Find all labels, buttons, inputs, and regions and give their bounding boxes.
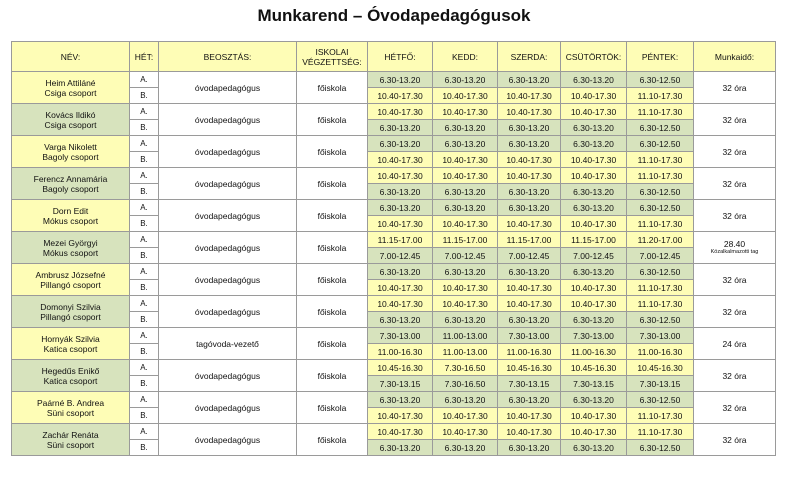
shift-a-kedd: 6.30-13.20: [433, 392, 498, 408]
shift-a-pentek: 6.30-12.50: [627, 72, 694, 88]
shift-b-pentek: 11.10-17.30: [627, 408, 694, 424]
shift-b-hetfo: 7.30-13.15: [368, 376, 433, 392]
employee-name: Kovács Ildikó: [45, 109, 96, 120]
role-cell: óvodapedagógus: [159, 296, 297, 328]
education-cell: főiskola: [297, 200, 368, 232]
employee-name: Ferencz Annamária: [33, 173, 108, 184]
education-cell: főiskola: [297, 328, 368, 360]
role-cell: óvodapedagógus: [159, 264, 297, 296]
education-cell: főiskola: [297, 424, 368, 456]
employee-group: Süni csoport: [46, 407, 95, 418]
week-b-label: B.: [130, 120, 159, 136]
shift-a-kedd: 6.30-13.20: [433, 200, 498, 216]
employee-name: Varga Nikolett: [44, 141, 97, 152]
week-a-label: A.: [130, 72, 159, 88]
shift-b-csutortok: 11.00-16.30: [561, 344, 627, 360]
employee-name: Heim Attiláné: [45, 77, 96, 88]
table-row: [12, 232, 776, 248]
employee-group: Katica csoport: [43, 375, 98, 386]
shift-a-kedd: 6.30-13.20: [433, 136, 498, 152]
shift-b-hetfo: 10.40-17.30: [368, 152, 433, 168]
table-row: [12, 296, 776, 312]
shift-a-szerda: 10.40-17.30: [498, 168, 561, 184]
shift-a-pentek: 11.20-17.00: [627, 232, 694, 248]
week-a-label: A.: [130, 232, 159, 248]
hours-value: 32 óra: [722, 178, 747, 189]
hours-value: 32 óra: [722, 274, 747, 285]
shift-b-csutortok: 6.30-13.20: [561, 120, 627, 136]
shift-b-csutortok: 10.40-17.30: [561, 152, 627, 168]
table-row: [12, 392, 776, 408]
employee-name-cell: [12, 104, 130, 136]
week-a-label: A.: [130, 424, 159, 440]
shift-b-pentek: 7.30-13.15: [627, 376, 694, 392]
employee-name: Ambrusz Józsefné: [35, 269, 106, 280]
employee-group: Csiga csoport: [44, 119, 97, 130]
shift-b-szerda: 6.30-13.20: [498, 312, 561, 328]
education-cell: főiskola: [297, 360, 368, 392]
education-cell: főiskola: [297, 296, 368, 328]
education-cell: főiskola: [297, 264, 368, 296]
shift-b-szerda: 6.30-13.20: [498, 440, 561, 456]
week-a-label: A.: [130, 104, 159, 120]
week-a-label: A.: [130, 392, 159, 408]
week-a-label: A.: [130, 296, 159, 312]
shift-a-kedd: 11.15-17.00: [433, 232, 498, 248]
hours-value: 32 óra: [722, 306, 747, 317]
week-b-label: B.: [130, 248, 159, 264]
shift-a-szerda: 11.15-17.00: [498, 232, 561, 248]
header-munkaido: Munkaidő:: [694, 42, 776, 72]
education-cell: főiskola: [297, 168, 368, 200]
education-cell: főiskola: [297, 72, 368, 104]
shift-a-pentek: 6.30-12.50: [627, 136, 694, 152]
shift-b-kedd: 6.30-13.20: [433, 184, 498, 200]
header-szerda: SZERDA:: [498, 42, 561, 72]
header-hetfo: HÉTFŐ:: [368, 42, 433, 72]
shift-b-pentek: 7.00-12.45: [627, 248, 694, 264]
week-b-label: B.: [130, 184, 159, 200]
shift-a-hetfo: 10.40-17.30: [368, 424, 433, 440]
hours-value: 24 óra: [722, 338, 747, 349]
week-b-label: B.: [130, 280, 159, 296]
shift-a-csutortok: 10.40-17.30: [561, 168, 627, 184]
employee-group: Csiga csoport: [44, 87, 97, 98]
shift-b-csutortok: 6.30-13.20: [561, 440, 627, 456]
shift-a-pentek: 6.30-12.50: [627, 264, 694, 280]
shift-b-szerda: 10.40-17.30: [498, 408, 561, 424]
shift-b-szerda: 10.40-17.30: [498, 216, 561, 232]
week-a-label: A.: [130, 136, 159, 152]
employee-group: Bagoly csoport: [42, 151, 99, 162]
shift-a-szerda: 6.30-13.20: [498, 200, 561, 216]
week-b-label: B.: [130, 216, 159, 232]
hours-value: 32 óra: [722, 402, 747, 413]
hours-value: 32 óra: [722, 82, 747, 93]
shift-a-szerda: 10.40-17.30: [498, 296, 561, 312]
shift-a-kedd: 10.40-17.30: [433, 296, 498, 312]
week-b-label: B.: [130, 88, 159, 104]
shift-a-hetfo: 6.30-13.20: [368, 392, 433, 408]
shift-b-pentek: 11.10-17.30: [627, 88, 694, 104]
shift-a-hetfo: 11.15-17.00: [368, 232, 433, 248]
employee-group: Mókus csoport: [42, 247, 99, 258]
shift-b-kedd: 10.40-17.30: [433, 152, 498, 168]
role-cell: óvodapedagógus: [159, 232, 297, 264]
table-row: [12, 72, 776, 88]
shift-a-pentek: 11.10-17.30: [627, 104, 694, 120]
shift-a-kedd: 6.30-13.20: [433, 264, 498, 280]
shift-a-pentek: 10.45-16.30: [627, 360, 694, 376]
employee-name: Mezei Györgyi: [43, 237, 98, 248]
shift-b-csutortok: 10.40-17.30: [561, 216, 627, 232]
shift-b-pentek: 6.30-12.50: [627, 184, 694, 200]
week-b-label: B.: [130, 344, 159, 360]
shift-b-kedd: 6.30-13.20: [433, 120, 498, 136]
shift-a-pentek: 11.10-17.30: [627, 424, 694, 440]
employee-name-cell: [12, 232, 130, 264]
shift-a-kedd: 11.00-13.00: [433, 328, 498, 344]
hours-cell: [694, 328, 776, 360]
shift-a-csutortok: 6.30-13.20: [561, 264, 627, 280]
hours-value: 32 óra: [722, 210, 747, 221]
shift-b-hetfo: 6.30-13.20: [368, 312, 433, 328]
shift-b-pentek: 11.10-17.30: [627, 216, 694, 232]
table-row: [12, 424, 776, 440]
header-het: HÉT:: [130, 42, 159, 72]
schedule-body: [12, 72, 776, 456]
education-cell: főiskola: [297, 136, 368, 168]
header-row: [12, 42, 776, 72]
shift-b-szerda: 7.00-12.45: [498, 248, 561, 264]
employee-name-cell: [12, 200, 130, 232]
week-b-label: B.: [130, 376, 159, 392]
shift-a-hetfo: 6.30-13.20: [368, 72, 433, 88]
employee-name: Hegedűs Enikő: [41, 365, 100, 376]
shift-b-kedd: 7.00-12.45: [433, 248, 498, 264]
week-b-label: B.: [130, 312, 159, 328]
table-row: [12, 360, 776, 376]
employee-name-cell: [12, 328, 130, 360]
shift-b-pentek: 11.10-17.30: [627, 152, 694, 168]
hours-cell: [694, 168, 776, 200]
shift-b-hetfo: 11.00-16.30: [368, 344, 433, 360]
table-row: [12, 328, 776, 344]
shift-b-szerda: 6.30-13.20: [498, 120, 561, 136]
week-b-label: B.: [130, 408, 159, 424]
week-a-label: A.: [130, 168, 159, 184]
week-a-label: A.: [130, 200, 159, 216]
education-cell: főiskola: [297, 104, 368, 136]
shift-a-szerda: 10.45-16.30: [498, 360, 561, 376]
shift-a-szerda: 7.30-13.00: [498, 328, 561, 344]
employee-name: Zachár Renáta: [42, 429, 99, 440]
hours-cell: [694, 296, 776, 328]
week-b-label: B.: [130, 440, 159, 456]
employee-name-cell: [12, 136, 130, 168]
table-row: [12, 104, 776, 120]
role-cell: óvodapedagógus: [159, 424, 297, 456]
hours-value: 32 óra: [722, 370, 747, 381]
role-cell: óvodapedagógus: [159, 200, 297, 232]
shift-b-pentek: 11.00-16.30: [627, 344, 694, 360]
shift-a-pentek: 11.10-17.30: [627, 168, 694, 184]
shift-b-hetfo: 10.40-17.30: [368, 88, 433, 104]
employee-name-cell: [12, 424, 130, 456]
shift-a-csutortok: 6.30-13.20: [561, 72, 627, 88]
hours-cell: [694, 264, 776, 296]
shift-b-hetfo: 10.40-17.30: [368, 216, 433, 232]
employee-group: Bagoly csoport: [42, 183, 99, 194]
table-row: [12, 264, 776, 280]
role-cell: óvodapedagógus: [159, 360, 297, 392]
employee-group: Pillangó csoport: [40, 279, 101, 290]
role-cell: tagóvoda-vezető: [159, 328, 297, 360]
education-cell: főiskola: [297, 392, 368, 424]
employee-name-cell: [12, 360, 130, 392]
hours-cell: [694, 232, 776, 264]
shift-b-hetfo: 6.30-13.20: [368, 120, 433, 136]
employee-name: Paárné B. Andrea: [36, 397, 105, 408]
shift-b-pentek: 11.10-17.30: [627, 280, 694, 296]
header-vegzettseg: ISKOLAI VÉGZETTSÉG:: [297, 42, 368, 72]
shift-b-kedd: 6.30-13.20: [433, 440, 498, 456]
shift-a-pentek: 6.30-12.50: [627, 392, 694, 408]
shift-a-szerda: 6.30-13.20: [498, 264, 561, 280]
employee-name-cell: [12, 264, 130, 296]
employee-group: Pillangó csoport: [40, 311, 101, 322]
shift-a-pentek: 11.10-17.30: [627, 296, 694, 312]
shift-b-csutortok: 10.40-17.30: [561, 280, 627, 296]
shift-a-hetfo: 6.30-13.20: [368, 136, 433, 152]
hours-value: 32 óra: [722, 434, 747, 445]
hours-value: 32 óra: [722, 146, 747, 157]
shift-a-pentek: 7.30-13.00: [627, 328, 694, 344]
header-csutortok: CSÜTÖRTÖK:: [561, 42, 627, 72]
shift-a-szerda: 6.30-13.20: [498, 72, 561, 88]
employee-group: Mókus csoport: [42, 215, 99, 226]
hours-cell: [694, 136, 776, 168]
shift-b-hetfo: 10.40-17.30: [368, 408, 433, 424]
shift-a-hetfo: 10.45-16.30: [368, 360, 433, 376]
table-row: [12, 200, 776, 216]
shift-a-kedd: 10.40-17.30: [433, 424, 498, 440]
shift-b-kedd: 10.40-17.30: [433, 216, 498, 232]
shift-a-kedd: 6.30-13.20: [433, 72, 498, 88]
shift-b-pentek: 6.30-12.50: [627, 120, 694, 136]
shift-a-kedd: 10.40-17.30: [433, 104, 498, 120]
hours-cell: [694, 104, 776, 136]
shift-b-kedd: 10.40-17.30: [433, 280, 498, 296]
hours-cell: [694, 424, 776, 456]
shift-a-pentek: 6.30-12.50: [627, 200, 694, 216]
hours-cell: [694, 360, 776, 392]
shift-b-kedd: 7.30-16.50: [433, 376, 498, 392]
hours-cell: [694, 392, 776, 424]
shift-b-szerda: 7.30-13.15: [498, 376, 561, 392]
shift-b-szerda: 6.30-13.20: [498, 184, 561, 200]
shift-b-csutortok: 6.30-13.20: [561, 184, 627, 200]
employee-name: Hornyák Szilvia: [41, 333, 100, 344]
shift-a-csutortok: 10.40-17.30: [561, 424, 627, 440]
shift-a-szerda: 6.30-13.20: [498, 392, 561, 408]
employee-name-cell: [12, 72, 130, 104]
shift-a-kedd: 10.40-17.30: [433, 168, 498, 184]
shift-b-csutortok: 10.40-17.30: [561, 88, 627, 104]
employee-name-cell: [12, 168, 130, 200]
shift-a-hetfo: 6.30-13.20: [368, 264, 433, 280]
shift-b-kedd: 11.00-13.00: [433, 344, 498, 360]
shift-b-hetfo: 6.30-13.20: [368, 440, 433, 456]
shift-a-csutortok: 10.40-17.30: [561, 104, 627, 120]
shift-b-szerda: 11.00-16.30: [498, 344, 561, 360]
header-beosztas: BEOSZTÁS:: [159, 42, 297, 72]
week-a-label: A.: [130, 360, 159, 376]
employee-group: Süni csoport: [46, 439, 95, 450]
shift-b-csutortok: 10.40-17.30: [561, 408, 627, 424]
shift-a-csutortok: 11.15-17.00: [561, 232, 627, 248]
shift-a-hetfo: 10.40-17.30: [368, 168, 433, 184]
shift-b-csutortok: 7.30-13.15: [561, 376, 627, 392]
shift-a-hetfo: 10.40-17.30: [368, 296, 433, 312]
shift-a-kedd: 7.30-16.50: [433, 360, 498, 376]
shift-a-csutortok: 6.30-13.20: [561, 200, 627, 216]
role-cell: óvodapedagógus: [159, 104, 297, 136]
shift-b-kedd: 10.40-17.30: [433, 88, 498, 104]
shift-b-pentek: 6.30-12.50: [627, 440, 694, 456]
header-kedd: KEDD:: [433, 42, 498, 72]
hours-cell: [694, 200, 776, 232]
shift-b-szerda: 10.40-17.30: [498, 152, 561, 168]
shift-b-kedd: 10.40-17.30: [433, 408, 498, 424]
shift-b-kedd: 6.30-13.20: [433, 312, 498, 328]
shift-b-csutortok: 6.30-13.20: [561, 312, 627, 328]
shift-a-csutortok: 10.40-17.30: [561, 296, 627, 312]
hours-note: Közalkalmazotti tag: [710, 249, 759, 255]
shift-b-hetfo: 6.30-13.20: [368, 184, 433, 200]
shift-a-csutortok: 6.30-13.20: [561, 392, 627, 408]
week-a-label: A.: [130, 264, 159, 280]
hours-value: 28.40: [723, 239, 746, 249]
role-cell: óvodapedagógus: [159, 136, 297, 168]
role-cell: óvodapedagógus: [159, 72, 297, 104]
shift-b-hetfo: 10.40-17.30: [368, 280, 433, 296]
shift-b-pentek: 6.30-12.50: [627, 312, 694, 328]
shift-b-hetfo: 7.00-12.45: [368, 248, 433, 264]
shift-a-hetfo: 10.40-17.30: [368, 104, 433, 120]
shift-a-csutortok: 7.30-13.00: [561, 328, 627, 344]
employee-name-cell: [12, 296, 130, 328]
hours-cell: [694, 72, 776, 104]
page-title: Munkarend – Óvodapedagógusok: [257, 6, 531, 25]
table-row: [12, 136, 776, 152]
table-row: [12, 168, 776, 184]
header-pentek: PÉNTEK:: [627, 42, 694, 72]
shift-a-csutortok: 6.30-13.20: [561, 136, 627, 152]
shift-b-csutortok: 7.00-12.45: [561, 248, 627, 264]
shift-a-szerda: 10.40-17.30: [498, 424, 561, 440]
employee-group: Katica csoport: [43, 343, 98, 354]
week-a-label: A.: [130, 328, 159, 344]
shift-a-hetfo: 7.30-13.00: [368, 328, 433, 344]
education-cell: főiskola: [297, 232, 368, 264]
employee-name: Dorn Edit: [52, 205, 89, 216]
role-cell: óvodapedagógus: [159, 392, 297, 424]
schedule-table: [11, 41, 776, 456]
employee-name: Domonyi Szilvia: [40, 301, 101, 312]
header-nev: NÉV:: [12, 42, 130, 72]
shift-a-szerda: 6.30-13.20: [498, 136, 561, 152]
role-cell: óvodapedagógus: [159, 168, 297, 200]
hours-value: 32 óra: [722, 114, 747, 125]
shift-a-hetfo: 6.30-13.20: [368, 200, 433, 216]
shift-a-csutortok: 10.45-16.30: [561, 360, 627, 376]
shift-b-szerda: 10.40-17.30: [498, 280, 561, 296]
shift-b-szerda: 10.40-17.30: [498, 88, 561, 104]
employee-name-cell: [12, 392, 130, 424]
week-b-label: B.: [130, 152, 159, 168]
shift-a-szerda: 10.40-17.30: [498, 104, 561, 120]
